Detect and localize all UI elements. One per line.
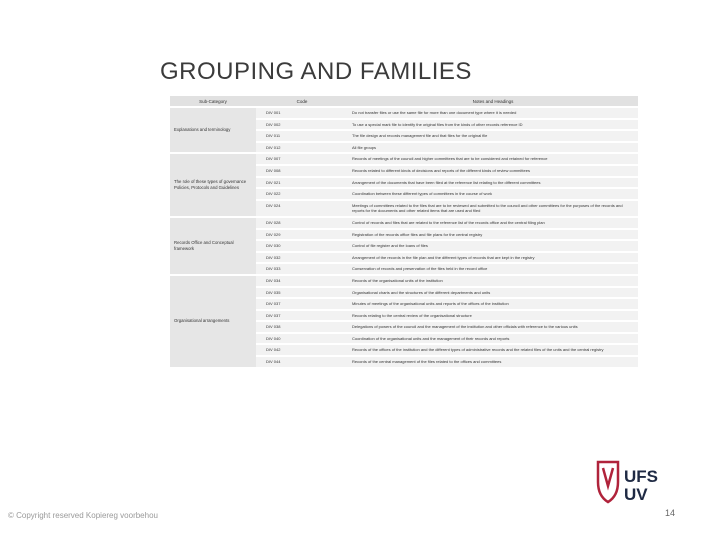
code-cell: DIV 008 [256, 165, 348, 177]
table-body [170, 107, 638, 368]
code-cell: DIV 032 [256, 252, 348, 264]
code-cell: DIV 044 [256, 356, 348, 368]
code-cell: DIV 028 [256, 217, 348, 229]
table-row [170, 275, 638, 287]
table-header-row [170, 96, 638, 107]
notes-cell: Delegations of powers of the council and the management of the institution and other officials with reference to the various units [348, 321, 638, 333]
code-cell: DIV 034 [256, 275, 348, 287]
notes-cell: Records relating to the central review of the organisational structure [348, 310, 638, 322]
code-cell: DIV 037 [256, 298, 348, 310]
code-cell: DIV 007 [256, 153, 348, 165]
code-cell: DIV 042 [256, 344, 348, 356]
header-notes: Notes and Headings [348, 96, 638, 107]
table-row [170, 107, 638, 119]
notes-cell: Records related to different kinds of decisions and reports of the different kinds of review committees [348, 165, 638, 177]
notes-cell: Control of file register and the loans of files [348, 240, 638, 252]
ufs-logo [592, 456, 672, 522]
notes-cell: Records of the organisational units of the institution [348, 275, 638, 287]
notes-cell: Coordination of the organisational units and the management of their records and reports [348, 333, 638, 345]
notes-cell: Conservation of records and preservation of the files held in the record office [348, 263, 638, 275]
table-row [170, 217, 638, 229]
sub-category-cell: Organisational arrangements [170, 275, 256, 368]
code-cell: DIV 002 [256, 119, 348, 131]
sub-category-cell: The role of these types of governance Policies, Protocols and Guidelines [170, 153, 256, 217]
code-cell: DIV 030 [256, 240, 348, 252]
notes-cell: Arrangement of the records in the file plan and the different types of records that are kept in the registry [348, 252, 638, 264]
header-sub-category: Sub-Category [170, 96, 256, 107]
notes-cell: Coordination between these different types of committees in the course of work [348, 188, 638, 200]
notes-cell: Do not transfer files or use the same file for more than one document type where it is needed [348, 107, 638, 119]
code-cell: DIV 001 [256, 107, 348, 119]
logo-text-uv: UV [624, 485, 648, 504]
grouping-table [170, 96, 638, 369]
notes-cell: All file groups [348, 142, 638, 154]
header-code: Code [256, 96, 348, 107]
table-row [170, 153, 638, 165]
notes-cell: Control of records and files that are related to the reference list of the records office and the central filing plan [348, 217, 638, 229]
notes-cell: Organisational charts and the structures of the different departments and units [348, 287, 638, 299]
code-cell: DIV 038 [256, 321, 348, 333]
notes-cell: Records of the offices of the institution and the different types of administrative records and the related files of the units and the central registry [348, 344, 638, 356]
sub-category-cell: Records Office and Conceptual framework [170, 217, 256, 275]
code-cell: DIV 033 [256, 263, 348, 275]
code-cell: DIV 024 [256, 200, 348, 217]
notes-cell: Records of meetings of the council and higher committees that are to be considered and retained for reference [348, 153, 638, 165]
code-cell: DIV 022 [256, 188, 348, 200]
notes-cell: Arrangement of the documents that have been filed at the reference list relating to the different committees [348, 177, 638, 189]
logo-text-ufs: UFS [624, 467, 658, 486]
code-cell: DIV 011 [256, 130, 348, 142]
notes-cell: Meetings of committees related to the files that are to be reviewed and submitted to the council and other committees for the purposes of the records and reports for the documents and other related items that are used and filed [348, 200, 638, 217]
code-cell: DIV 021 [256, 177, 348, 189]
notes-cell: To use a special mark file to identify the original files from the kinds of other records reference ID [348, 119, 638, 131]
code-cell: DIV 029 [256, 229, 348, 241]
code-cell: DIV 012 [256, 142, 348, 154]
notes-cell: Minutes of meetings of the organisational units and reports of the offices of the institution [348, 298, 638, 310]
page-number: 14 [665, 508, 676, 518]
page-title: GROUPING AND FAMILIES [160, 58, 472, 85]
copyright-footer: © Copyright reserved Kopiereg voorbehou [8, 511, 158, 520]
notes-cell: The file design and records management file and that files for the original file [348, 130, 638, 142]
code-cell: DIV 037 [256, 310, 348, 322]
code-cell: DIV 035 [256, 287, 348, 299]
code-cell: DIV 040 [256, 333, 348, 345]
notes-cell: Records of the central management of the files related to the offices and committees [348, 356, 638, 368]
notes-cell: Registration of the records office files and file plans for the central registry [348, 229, 638, 241]
sub-category-cell: Explanations and terminology [170, 107, 256, 153]
